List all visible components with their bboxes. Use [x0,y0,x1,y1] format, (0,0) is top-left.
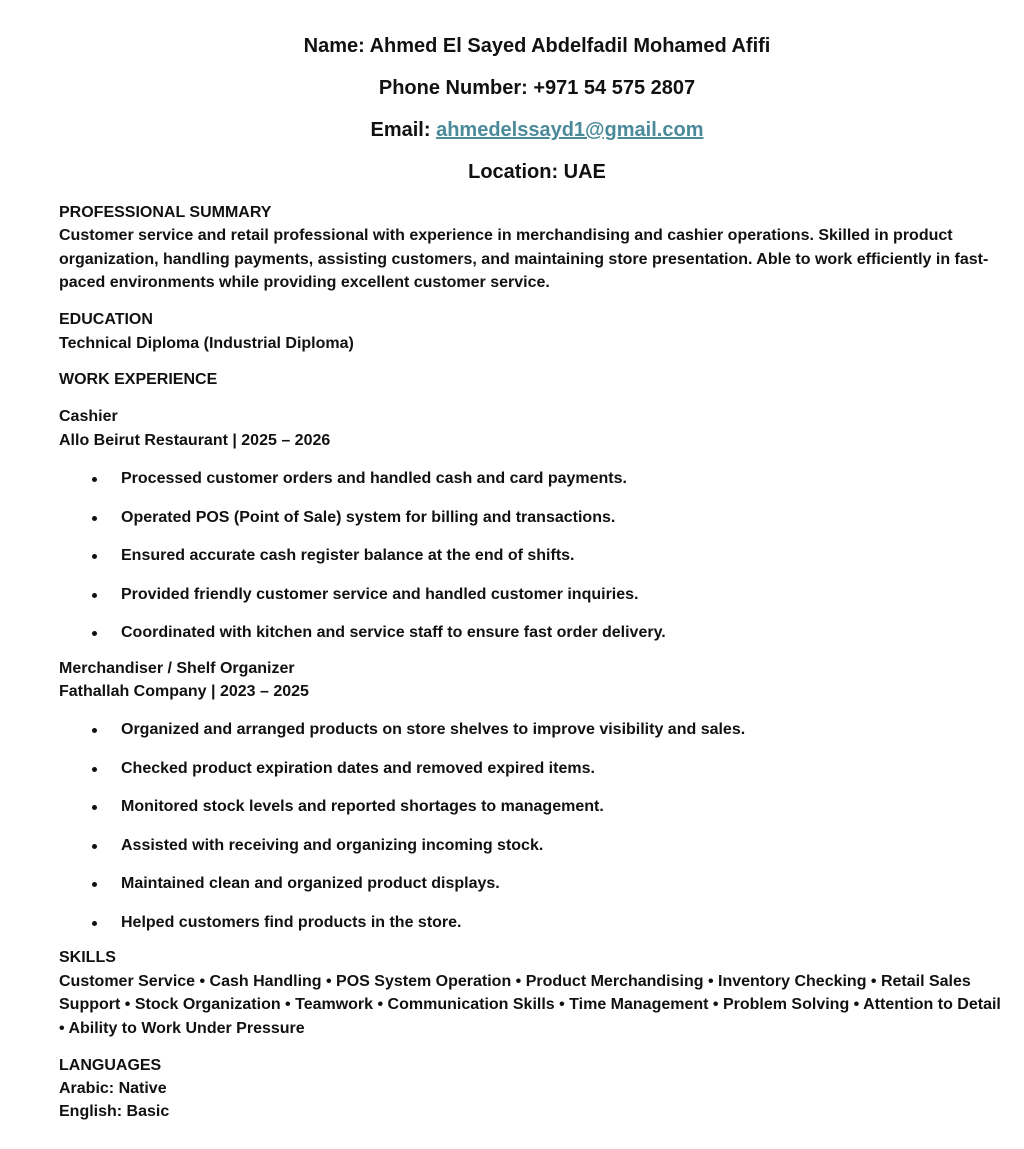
language-item: Arabic: Native [59,1080,167,1097]
languages-heading: LANGUAGES [59,1056,162,1074]
summary-heading: PROFESSIONAL SUMMARY [59,204,272,221]
job-company: Allo Beirut Restaurant | 2025 – 2026 [59,431,331,449]
skills-heading: SKILLS [59,949,116,967]
bullet-item: Assisted with receiving and organizing incoming stock. [59,827,1009,866]
education-heading: EDUCATION [59,311,153,329]
resume-body [59,201,1009,1124]
bullet-item: Organized and arranged products on store shelves to improve visibility and sales. [59,711,1009,750]
bullet-item: Coordinated with kitchen and service staff to ensure fast order delivery. [59,614,1009,653]
bullet-item: Monitored stock levels and reported shortages to management. [59,788,1009,827]
bullet-item: Checked product expiration dates and removed expired items. [59,750,1009,789]
job-company: Fathallah Company | 2023 – 2025 [59,683,309,701]
education-degree: Technical Diploma (Industrial Diploma) [59,334,354,352]
summary-text: Customer service and retail professional with experience in merchandising and cashier operations. Skilled in product organization, handling payments, assisting customers, and maintaining store presentation. Able to work efficiently in fast-paced environments while providing excellent customer service. [59,227,989,292]
job-bullets [59,460,1009,653]
bullet-item: Processed customer orders and handled cash and card payments. [59,460,1009,499]
experience-heading: WORK EXPERIENCE [59,371,218,389]
bullet-item: Provided friendly customer service and handled customer inquiries. [59,576,1009,615]
email-label: Email: [370,119,437,141]
email-link[interactable]: ahmedelssayd1@gmail.com [436,119,704,141]
job-role: Merchandiser / Shelf Organizer [59,659,295,677]
bullet-item: Ensured accurate cash register balance at the end of shifts. [59,537,1009,576]
location: Location: UAE [468,161,606,183]
candidate-name: Name: Ahmed El Sayed Abdelfadil Mohamed Afifi [303,35,771,57]
bullet-item: Operated POS (Point of Sale) system for billing and transactions. [59,499,1009,538]
email-line [0,118,1024,142]
phone-number: Phone Number: +971 54 575 2807 [378,77,696,99]
job-role: Cashier [59,408,118,426]
language-item: English: Basic [59,1103,170,1121]
job-bullets [59,711,1009,942]
bullet-item: Maintained clean and organized product displays. [59,865,1009,904]
bullet-item: Helped customers find products in the store. [59,904,1009,943]
skills-text: Customer Service • Cash Handling • POS System Operation • Product Merchandising • Inventory Checking • Retail Sales Support • Stock Organization • Teamwork • Communication Skills • Time Management • Problem Solving • Attention to Detail • Ability to Work Under Pressure [59,972,1001,1037]
